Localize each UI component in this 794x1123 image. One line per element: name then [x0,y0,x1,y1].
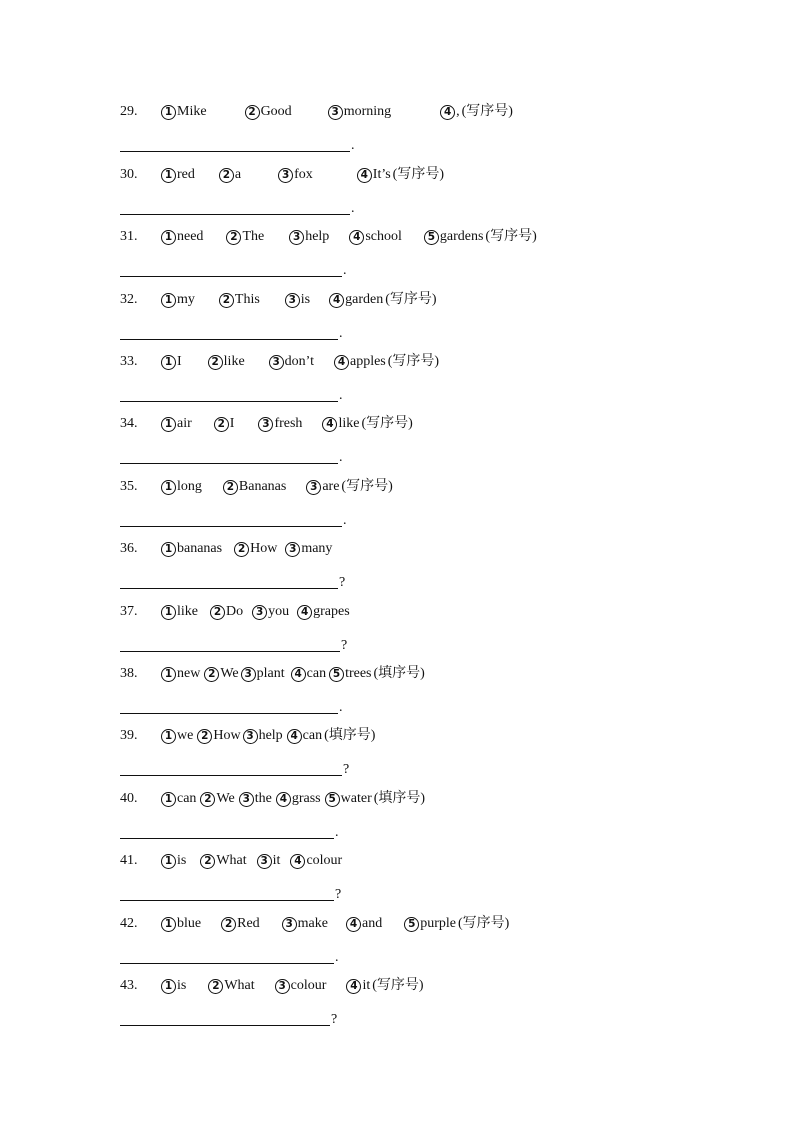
option-number-circle: 3 [241,667,256,682]
word-option [226,226,264,248]
question-item [120,850,780,902]
word-option [161,788,196,810]
option-word: make [297,916,328,931]
question-item [120,913,780,965]
question-item [120,538,780,590]
word-option [325,788,372,810]
option-word: , [456,104,460,119]
word-option [161,975,186,997]
option-word: like [338,416,360,431]
word-option [349,226,402,248]
instruction-note: (写序号) [372,978,424,993]
option-number-circle: 1 [161,230,176,245]
word-option [234,538,277,560]
option-word: Mike [177,104,207,119]
word-option [243,725,283,747]
option-word: fresh [274,416,303,431]
option-word: It’s [372,167,391,182]
word-option [290,850,342,872]
word-option [161,164,195,186]
option-word: is [300,292,311,307]
answer-line [120,963,334,964]
question-number: 42. [120,916,138,931]
option-number-circle: 3 [239,792,254,807]
word-option [204,663,238,685]
option-word: can [177,791,197,806]
option-word: help [258,728,283,743]
word-option [306,476,339,498]
word-option [219,164,241,186]
option-word: is [177,978,187,993]
answer-line [120,838,334,839]
option-word: fox [294,167,313,182]
answer-blank[interactable] [120,701,780,715]
question-item [120,351,780,403]
word-option [404,913,456,935]
answer-blank[interactable] [120,451,780,465]
ending-punctuation: . [343,513,347,528]
instruction-note: (写序号) [361,416,413,431]
question-item [120,226,780,278]
word-option [285,538,332,560]
option-number-circle: 3 [243,729,258,744]
word-option [269,351,314,373]
option-word: The [242,229,265,244]
ending-punctuation: . [335,825,339,840]
word-option [334,351,386,373]
option-word: the [254,791,272,806]
option-number-circle: 2 [208,355,223,370]
option-number-circle: 1 [161,667,176,682]
option-word: Bananas [238,479,287,494]
option-word: can [302,728,323,743]
option-number-circle: 1 [161,355,176,370]
instruction-note: (写序号) [392,167,444,182]
word-option [289,226,329,248]
answer-blank[interactable] [120,888,780,902]
word-option [245,101,292,123]
option-number-circle: 1 [161,480,176,495]
word-option [200,788,234,810]
word-option [200,850,246,872]
word-option [161,476,202,498]
option-number-circle: 2 [200,792,215,807]
option-number-circle: 2 [219,293,234,308]
word-option [258,413,302,435]
option-word: blue [177,916,202,931]
option-word: like [223,354,245,369]
word-option [239,788,272,810]
question-number: 37. [120,604,138,619]
word-option [161,601,198,623]
option-number-circle: 2 [221,917,236,932]
option-number-circle: 5 [325,792,340,807]
question-number: 29. [120,104,138,119]
answer-blank[interactable] [120,1013,780,1027]
option-word: apples [349,354,386,369]
answer-blank[interactable] [120,763,780,777]
option-number-circle: 3 [275,979,290,994]
ending-punctuation: . [339,388,343,403]
question-number: 36. [120,541,138,556]
answer-line [120,339,338,340]
option-number-circle: 1 [161,979,176,994]
option-number-circle: 2 [245,105,260,120]
question-prompt [120,850,780,872]
word-option [252,601,289,623]
ending-punctuation: . [351,138,355,153]
word-option [297,601,350,623]
option-number-circle: 1 [161,792,176,807]
question-item [120,413,780,465]
ending-punctuation: ? [343,762,350,777]
option-number-circle: 4 [276,792,291,807]
ending-punctuation: ? [341,638,348,653]
instruction-note: (写序号) [461,104,513,119]
word-option [328,101,391,123]
ending-punctuation: . [335,950,339,965]
option-word: my [177,292,195,307]
word-option [197,725,240,747]
option-word: can [306,666,327,681]
option-word: water [340,791,372,806]
option-number-circle: 4 [329,293,344,308]
instruction-note: (写序号) [385,292,437,307]
answer-line [120,900,334,901]
answer-blank[interactable] [120,202,780,216]
answer-blank[interactable] [120,951,780,965]
option-number-circle: 3 [306,480,321,495]
option-number-circle: 1 [161,417,176,432]
option-word: and [362,916,383,931]
word-option [161,351,182,373]
instruction-note: (填序号) [373,791,426,806]
option-word: don’t [284,354,314,369]
option-number-circle: 1 [161,854,176,869]
option-number-circle: 2 [200,854,215,869]
answer-blank[interactable] [120,139,780,153]
option-number-circle: 4 [357,168,372,183]
question-number: 32. [120,292,138,307]
answer-line [120,651,340,652]
ending-punctuation: . [351,201,355,216]
question-item [120,725,780,777]
option-word: Do [226,604,244,619]
option-number-circle: 2 [219,168,234,183]
option-word: grass [291,791,321,806]
question-item [120,101,780,153]
answer-blank[interactable] [120,826,780,840]
word-option [161,289,195,311]
ending-punctuation: . [339,326,343,341]
option-word: How [250,541,278,556]
question-item [120,788,780,840]
option-word: This [234,292,260,307]
option-word: Good [260,104,292,119]
answer-blank[interactable] [120,639,780,653]
answer-blank[interactable] [120,327,780,341]
answer-line [120,151,350,152]
option-word: purple [420,916,456,931]
word-option [346,913,382,935]
answer-line [120,588,338,589]
option-number-circle: 3 [285,293,300,308]
option-word: we [177,728,194,743]
option-number-circle: 5 [329,667,344,682]
instruction-note: (写序号) [485,229,537,244]
option-number-circle: 1 [161,542,176,557]
option-number-circle: 1 [161,105,176,120]
option-word: plant [256,666,285,681]
question-item [120,601,780,653]
option-word: We [216,791,235,806]
option-word: What [216,853,247,868]
option-word: What [224,978,255,993]
option-word: school [365,229,402,244]
option-word: colour [290,978,327,993]
option-number-circle: 2 [197,729,212,744]
option-number-circle: 1 [161,168,176,183]
option-number-circle: 1 [161,917,176,932]
ending-punctuation: ? [339,575,346,590]
answer-blank[interactable] [120,514,780,528]
question-prompt [120,601,780,623]
option-number-circle: 1 [161,293,176,308]
word-option [161,913,201,935]
option-number-circle: 3 [278,168,293,183]
word-option [329,289,383,311]
word-option [161,538,222,560]
option-number-circle: 4 [297,605,312,620]
question-number: 41. [120,853,138,868]
question-number: 39. [120,728,138,743]
ending-punctuation: ? [335,887,342,902]
ending-punctuation: . [339,700,343,715]
option-number-circle: 3 [269,355,284,370]
option-word: We [220,666,239,681]
answer-line [120,775,342,776]
question-item [120,476,780,528]
question-number: 35. [120,479,138,494]
ending-punctuation: . [343,263,347,278]
word-option [440,101,460,123]
option-number-circle: 4 [346,979,361,994]
option-word: a [234,167,242,182]
word-option [282,913,328,935]
word-option [275,975,327,997]
answer-line [120,276,342,277]
word-option [161,850,186,872]
option-word: gardens [439,229,484,244]
option-number-circle: 2 [208,979,223,994]
option-number-circle: 3 [258,417,273,432]
option-number-circle: 3 [328,105,343,120]
option-number-circle: 2 [234,542,249,557]
answer-line [120,463,338,464]
word-option [357,164,391,186]
option-word: I [229,416,235,431]
option-word: red [177,167,195,182]
question-prompt [120,975,780,997]
option-word: new [177,666,201,681]
question-item [120,975,780,1027]
option-number-circle: 1 [161,605,176,620]
option-number-circle: 2 [226,230,241,245]
option-number-circle: 3 [289,230,304,245]
answer-line [120,526,342,527]
word-option [219,289,260,311]
option-word: air [177,416,192,431]
option-number-circle: 2 [223,480,238,495]
ending-punctuation: ? [331,1012,338,1027]
ending-punctuation: . [339,450,343,465]
option-word: like [177,604,198,619]
word-option [208,351,245,373]
option-word: grapes [313,604,350,619]
option-word: trees [345,666,372,681]
question-prompt [120,413,780,435]
instruction-note: (写序号) [457,916,510,931]
answer-blank[interactable] [120,576,780,590]
option-number-circle: 3 [257,854,272,869]
option-number-circle: 4 [291,667,306,682]
option-word: it [362,978,371,993]
option-word: are [322,479,340,494]
question-item [120,289,780,341]
option-word: help [305,229,330,244]
option-word: I [177,354,182,369]
option-number-circle: 4 [440,105,455,120]
question-prompt [120,663,780,685]
option-number-circle: 4 [290,854,305,869]
question-prompt [120,725,780,747]
option-number-circle: 3 [285,542,300,557]
word-option [424,226,484,248]
question-number: 34. [120,416,138,431]
option-word: Red [237,916,260,931]
option-number-circle: 2 [210,605,225,620]
question-prompt [120,538,780,560]
word-option [276,788,321,810]
word-option [210,601,243,623]
option-word: you [268,604,290,619]
answer-line [120,1025,330,1026]
question-item [120,164,780,216]
word-option [241,663,285,685]
word-option [161,725,193,747]
word-option [161,226,203,248]
option-word: How [213,728,241,743]
word-option [287,725,322,747]
option-word: need [177,229,204,244]
option-number-circle: 4 [349,230,364,245]
answer-line [120,713,338,714]
word-option [161,663,200,685]
word-option [257,850,281,872]
option-word: many [301,541,333,556]
word-option [291,663,326,685]
option-number-circle: 4 [334,355,349,370]
question-prompt [120,788,780,810]
word-option [322,413,359,435]
option-word: bananas [177,541,223,556]
answer-blank[interactable] [120,264,780,278]
word-option [208,975,254,997]
question-prompt [120,289,780,311]
question-prompt [120,351,780,373]
question-prompt [120,476,780,498]
instruction-note: (填序号) [324,728,376,743]
word-option [346,975,370,997]
question-prompt [120,101,780,123]
question-number: 31. [120,229,138,244]
instruction-note: (写序号) [341,479,393,494]
word-option [161,413,192,435]
option-word: it [272,853,281,868]
question-number: 40. [120,791,138,806]
option-number-circle: 4 [287,729,302,744]
option-number-circle: 2 [204,667,219,682]
word-option [223,476,286,498]
answer-line [120,214,350,215]
question-number: 33. [120,354,138,369]
question-prompt [120,913,780,935]
instruction-note: (填序号) [373,666,425,681]
answer-blank[interactable] [120,389,780,403]
word-option [221,913,260,935]
option-number-circle: 3 [282,917,297,932]
option-word: garden [345,292,384,307]
word-option [214,413,235,435]
word-option [161,101,207,123]
option-number-circle: 4 [322,417,337,432]
question-item [120,663,780,715]
option-number-circle: 5 [424,230,439,245]
word-option [329,663,371,685]
word-option [278,164,313,186]
option-word: long [177,479,202,494]
option-number-circle: 4 [346,917,361,932]
option-number-circle: 3 [252,605,267,620]
option-number-circle: 5 [404,917,419,932]
question-number: 38. [120,666,138,681]
instruction-note: (写序号) [387,354,440,369]
question-number: 43. [120,978,138,993]
option-word: morning [343,104,392,119]
question-number: 30. [120,167,138,182]
option-number-circle: 2 [214,417,229,432]
word-option [285,289,310,311]
option-word: colour [306,853,343,868]
option-number-circle: 1 [161,729,176,744]
question-prompt [120,164,780,186]
question-prompt [120,226,780,248]
option-word: is [177,853,187,868]
answer-line [120,401,338,402]
